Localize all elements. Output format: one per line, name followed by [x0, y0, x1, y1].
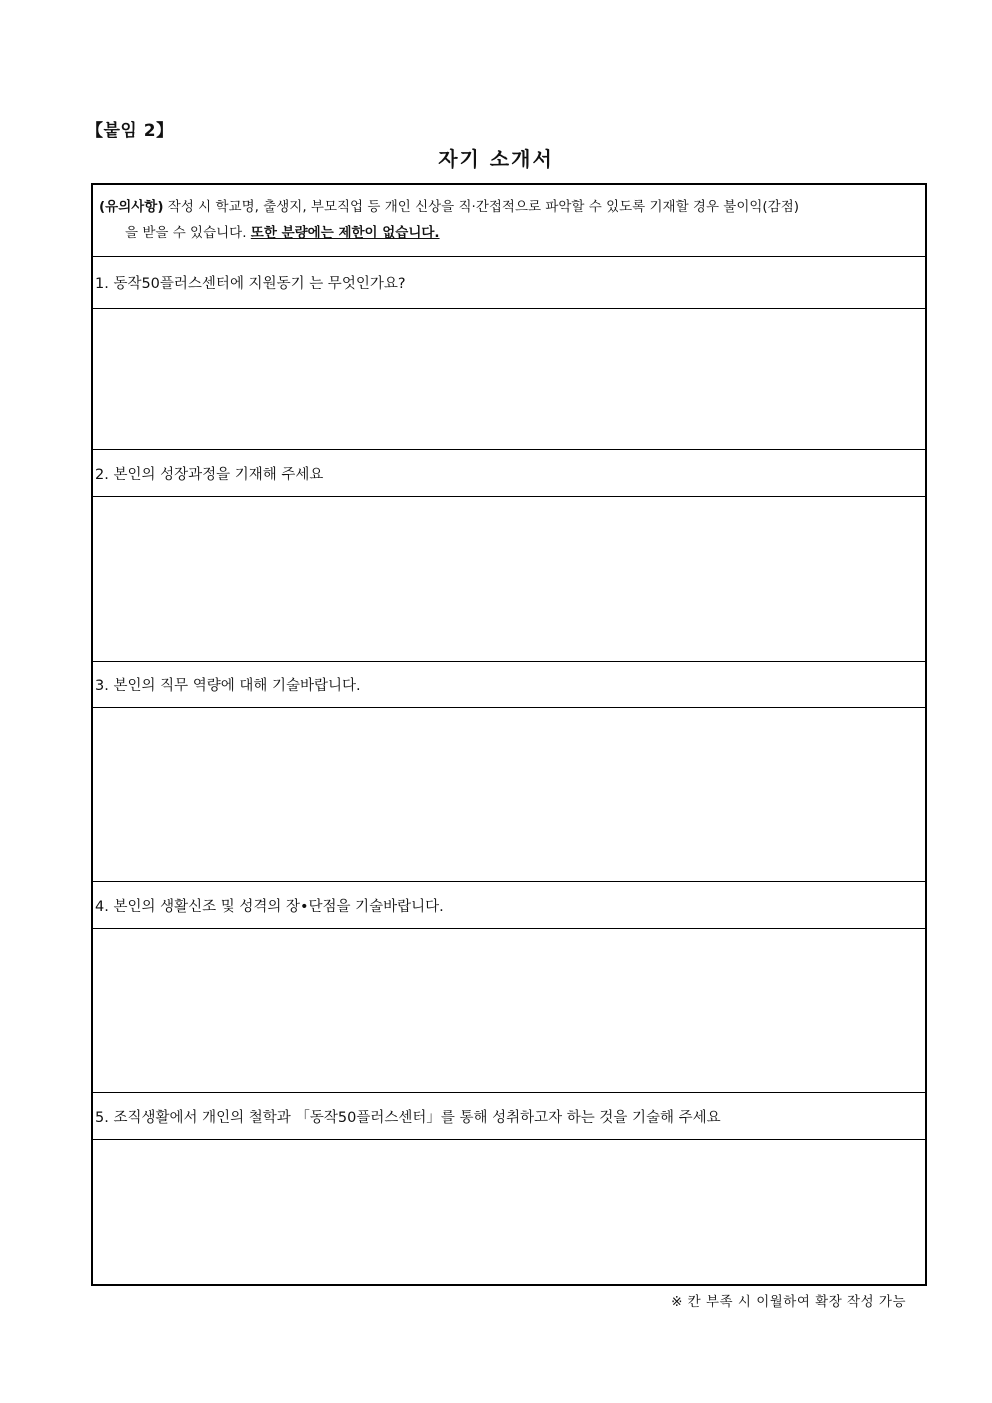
answer-3-area[interactable] [93, 708, 925, 882]
question-5-label [93, 1093, 925, 1140]
question-4-text: 4. 본인의 생활신조 및 성격의 장•단점을 기술바랍니다. [95, 898, 444, 915]
question-3-text: 3. 본인의 직무 역량에 대해 기술바랍니다. [95, 678, 361, 694]
answer-4-area[interactable] [93, 929, 925, 1093]
notice-lead: (유의사항) [99, 199, 164, 215]
question-2-text: 2. 본인의 성장과정을 기재해 주세요 [95, 466, 324, 483]
notice-emphasis: 또한 분량에는 제한이 없습니다. [250, 225, 440, 241]
answer-1-area[interactable] [93, 309, 925, 450]
notice-line-1 [99, 194, 921, 220]
footnote: ※ 칸 부족 시 이월하여 확장 작성 가능 [671, 1294, 906, 1310]
question-3-label [93, 662, 925, 708]
question-4-label [93, 882, 925, 929]
question-1-text: 1. 동작50플러스센터에 지원동기 는 무엇인가요? [95, 276, 406, 292]
question-2-label [93, 450, 925, 497]
page-title: 자기 소개서 [438, 147, 554, 171]
notice-text-2: 을 받을 수 있습니다. [125, 225, 251, 241]
notice-line-2 [99, 220, 921, 246]
answer-2-area[interactable] [93, 497, 925, 662]
notice-text-1: 작성 시 학교명, 출생지, 부모직업 등 개인 신상을 직·간접적으로 파악할 수 있도록 기재할 경우 불이익(감점) [163, 199, 800, 215]
notice-row [93, 185, 925, 257]
question-1-label [93, 257, 925, 309]
question-5-text: 5. 조직생활에서 개인의 철학과 「동작50플러스센터」를 통해 성취하고자 하는 것을 기술해 주세요 [95, 1109, 721, 1126]
answer-5-area[interactable] [93, 1140, 925, 1284]
attachment-label: 【붙임 2】 [86, 121, 174, 141]
self-introduction-form [91, 183, 927, 1286]
